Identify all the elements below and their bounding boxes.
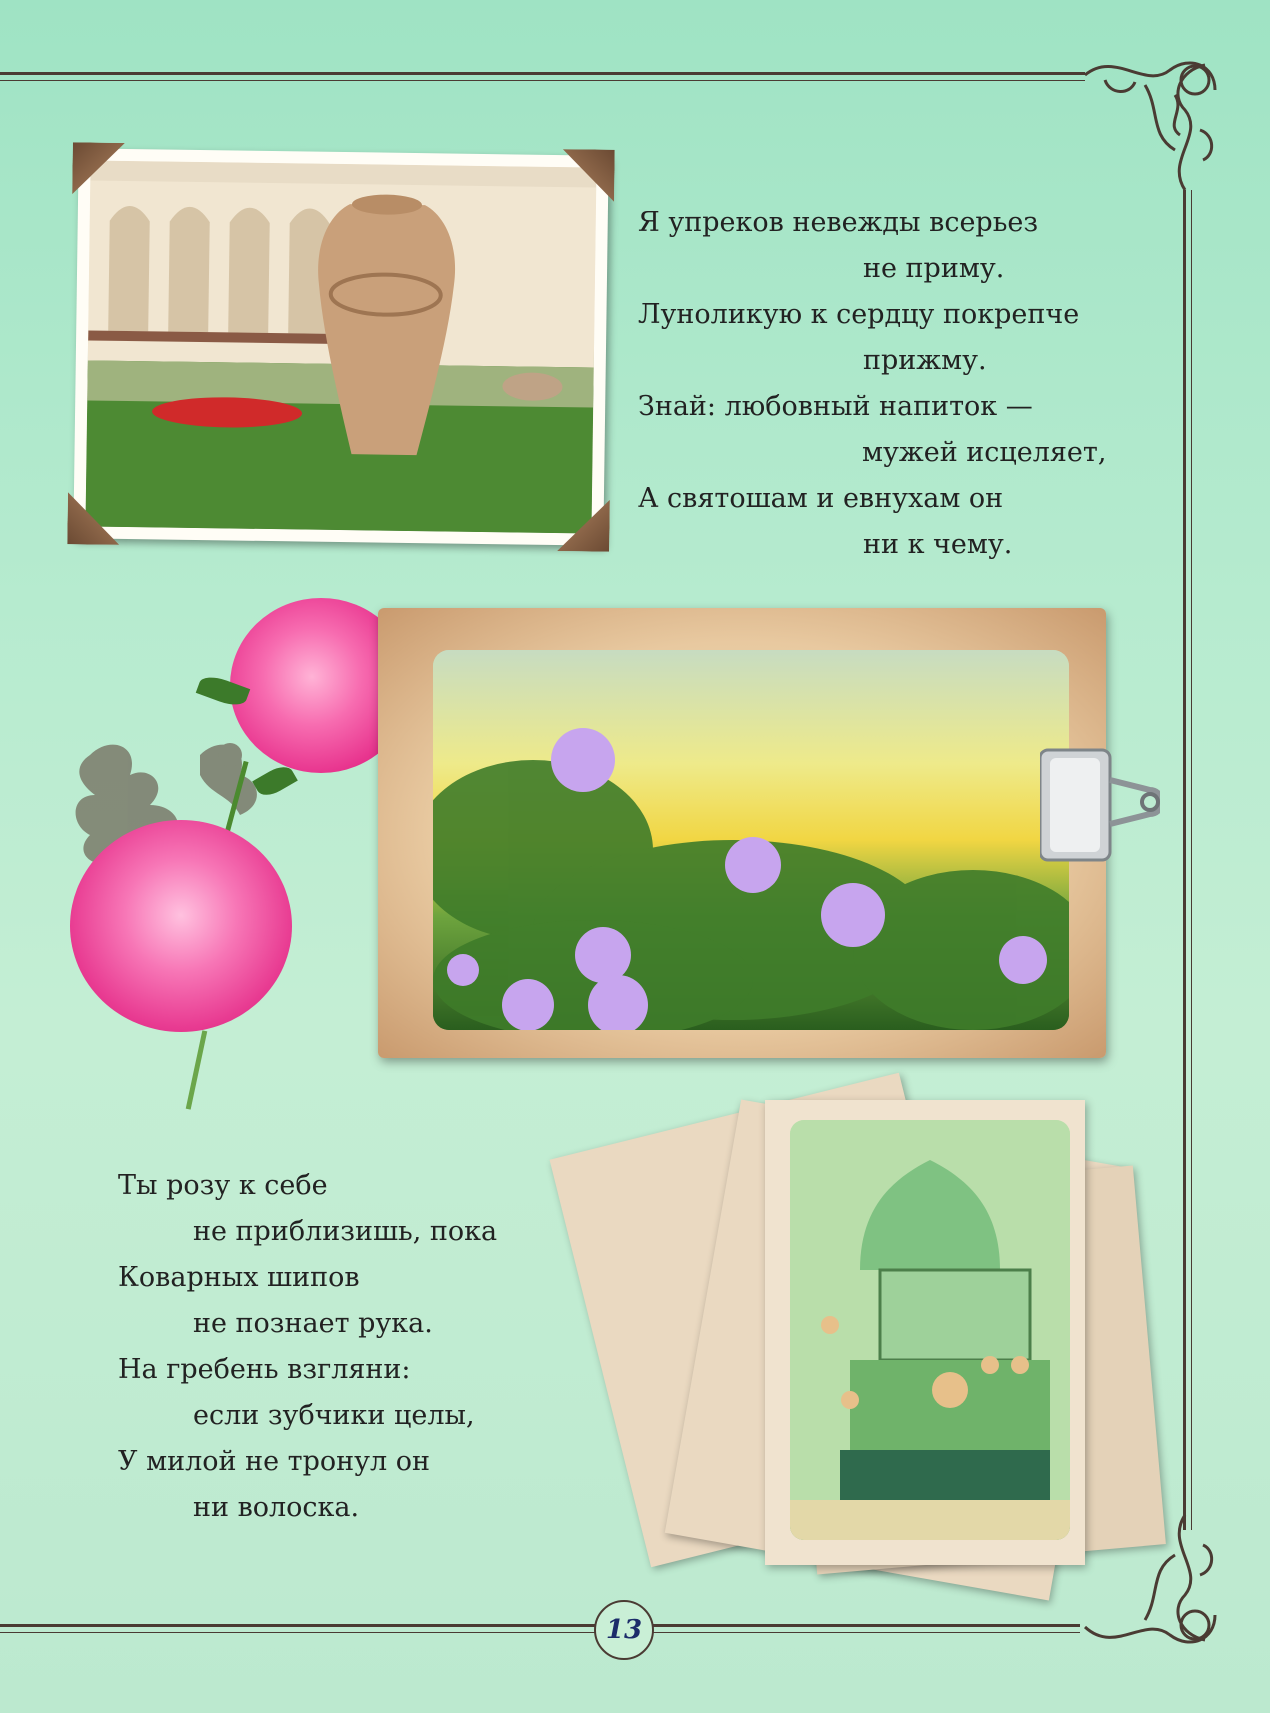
frame-top-line-inner: [0, 80, 1085, 81]
courtyard-illustration: [85, 160, 596, 533]
frame-right-line: [1183, 190, 1186, 1530]
frame-bottom-line: [0, 1624, 1080, 1627]
poem-bottom: [118, 1163, 497, 1531]
poem-bottom-line: ни волоска.: [193, 1492, 360, 1523]
poem-top-line: мужей исцеляет,: [862, 437, 1107, 468]
poem-bottom-line: не приблизишь, пока: [193, 1216, 498, 1247]
poem-bottom-line: Ты розу к себе: [118, 1170, 328, 1201]
poem-top-line: прижму.: [863, 345, 987, 376]
binder-clip-icon: [1040, 740, 1160, 870]
roses-garden-illustration: [433, 650, 1069, 1030]
poem-top-line: ни к чему.: [863, 529, 1013, 560]
poem-top-line: А святошам и евнухам он: [638, 483, 1004, 514]
persian-miniature-illustration: [790, 1120, 1070, 1540]
poem-top-line: не приму.: [863, 253, 1005, 284]
ornament-corner-top-icon: [1075, 40, 1235, 200]
poem-bottom-line: Коварных шипов: [118, 1262, 360, 1293]
rose-stem-icon: [186, 1030, 208, 1109]
poem-bottom-line: У милой не тронул он: [118, 1446, 430, 1477]
courtyard-vase-photo: [73, 148, 608, 545]
poem-top-line: Я упреков невежды всерьез: [638, 207, 1039, 238]
poem-top-line: Знай: любовный напиток —: [638, 391, 1033, 422]
frame-top-line: [0, 72, 1085, 75]
poem-bottom-line: если зубчики целы,: [193, 1400, 475, 1431]
rose-flower-bottom-icon: [70, 820, 292, 1032]
frame-right-line-inner: [1191, 190, 1192, 1530]
roses-garden-card: [378, 608, 1106, 1058]
persian-miniature-image: [790, 1120, 1070, 1540]
roses-garden-image: [433, 650, 1069, 1030]
poem-top-line: Луноликую к сердцу покрепче: [638, 299, 1080, 330]
poem-top: [638, 200, 1106, 568]
poem-bottom-line: не познает рука.: [193, 1308, 433, 1339]
frame-bottom-line-inner: [0, 1632, 1080, 1633]
page-number: 13: [594, 1600, 654, 1660]
poem-bottom-line: На гребень взгляни:: [118, 1354, 411, 1385]
courtyard-image: [85, 160, 596, 533]
